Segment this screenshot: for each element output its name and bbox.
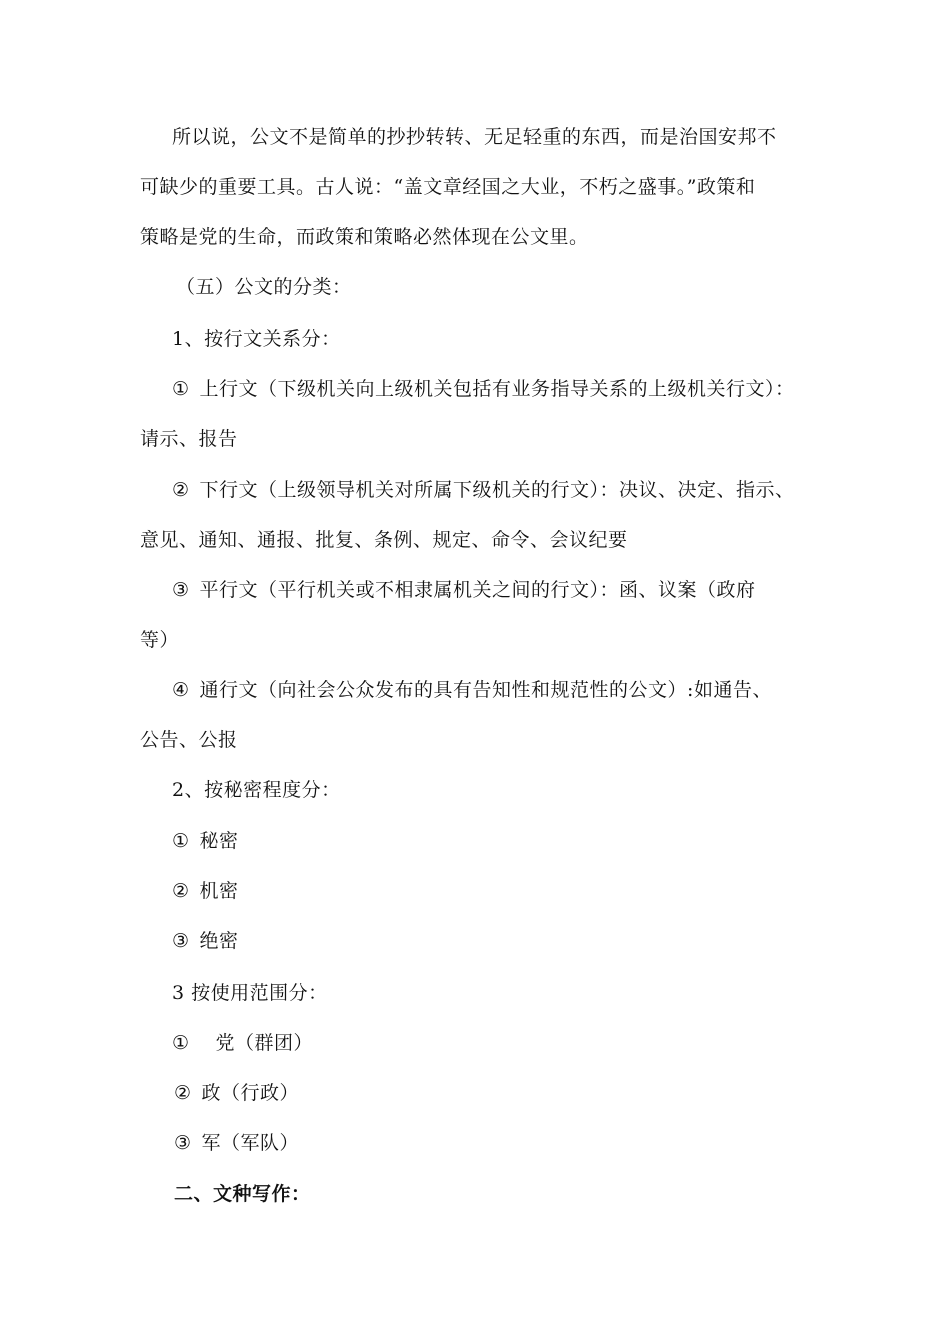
circled-number: ② (172, 479, 190, 501)
list-item (172, 376, 795, 402)
list-item-continuation: 公告、公报 (140, 729, 238, 751)
circled-number: ④ (172, 679, 190, 701)
paragraph-line: 策略是党的生命，而政策和策略必然体现在公文里。 (140, 226, 589, 248)
circled-number: ① (172, 830, 190, 852)
paragraph-line: 可缺少的重要工具。古人说：“盖文章经国之大业，不朽之盛事。”政策和 (140, 176, 756, 198)
list-item-text: 平行文（平行机关或不相隶属机关之间的行文）：函、议案（政府 (199, 579, 756, 601)
list-item (172, 928, 239, 954)
subsection-heading: 2、按秘密程度分： (172, 779, 341, 801)
circled-number: ① (172, 1032, 190, 1054)
list-item (172, 477, 795, 503)
list-item-continuation: 请示、报告 (140, 428, 238, 450)
subsection-heading: 1、按行文关系分： (172, 328, 341, 350)
list-item (172, 878, 239, 904)
list-item (172, 677, 772, 703)
circled-number: ③ (172, 930, 190, 952)
list-item-text: 党（群团） (215, 1032, 314, 1054)
circled-number: ③ (172, 579, 190, 601)
list-item (174, 1130, 299, 1156)
list-item-text: 上行文（下级机关向上级机关包括有业务指导关系的上级机关行文）： (199, 378, 795, 400)
list-item-text: 机密 (199, 880, 239, 902)
list-item-text: 下行文（上级领导机关对所属下级机关的行文）：决议、决定、指示、 (199, 479, 795, 501)
paragraph-line: 所以说，公文不是简单的抄抄转转、无足轻重的东西，而是治国安邦不 (172, 126, 777, 148)
circled-number: ① (172, 378, 190, 400)
list-item-continuation: 等） (140, 629, 180, 651)
list-item-text: 政（行政） (201, 1082, 300, 1104)
list-item (174, 1080, 299, 1106)
list-item (172, 1030, 313, 1056)
list-item-text: 通行文（向社会公众发布的具有告知性和规范性的公文）:如通告、 (199, 679, 772, 701)
section-heading: 二、文种写作： (174, 1183, 311, 1205)
circled-number: ② (172, 880, 190, 902)
list-item-text: 绝密 (199, 930, 239, 952)
list-item-text: 军（军队） (201, 1132, 300, 1154)
circled-number: ② (174, 1082, 192, 1104)
subsection-heading: 3 按使用范围分： (172, 982, 328, 1004)
list-item (172, 577, 756, 603)
list-item-text: 秘密 (199, 830, 239, 852)
section-heading: （五）公文的分类： (176, 276, 352, 298)
circled-number: ③ (174, 1132, 192, 1154)
list-item-continuation: 意见、通知、通报、批复、条例、规定、命令、会议纪要 (140, 529, 628, 551)
list-item (172, 828, 239, 854)
